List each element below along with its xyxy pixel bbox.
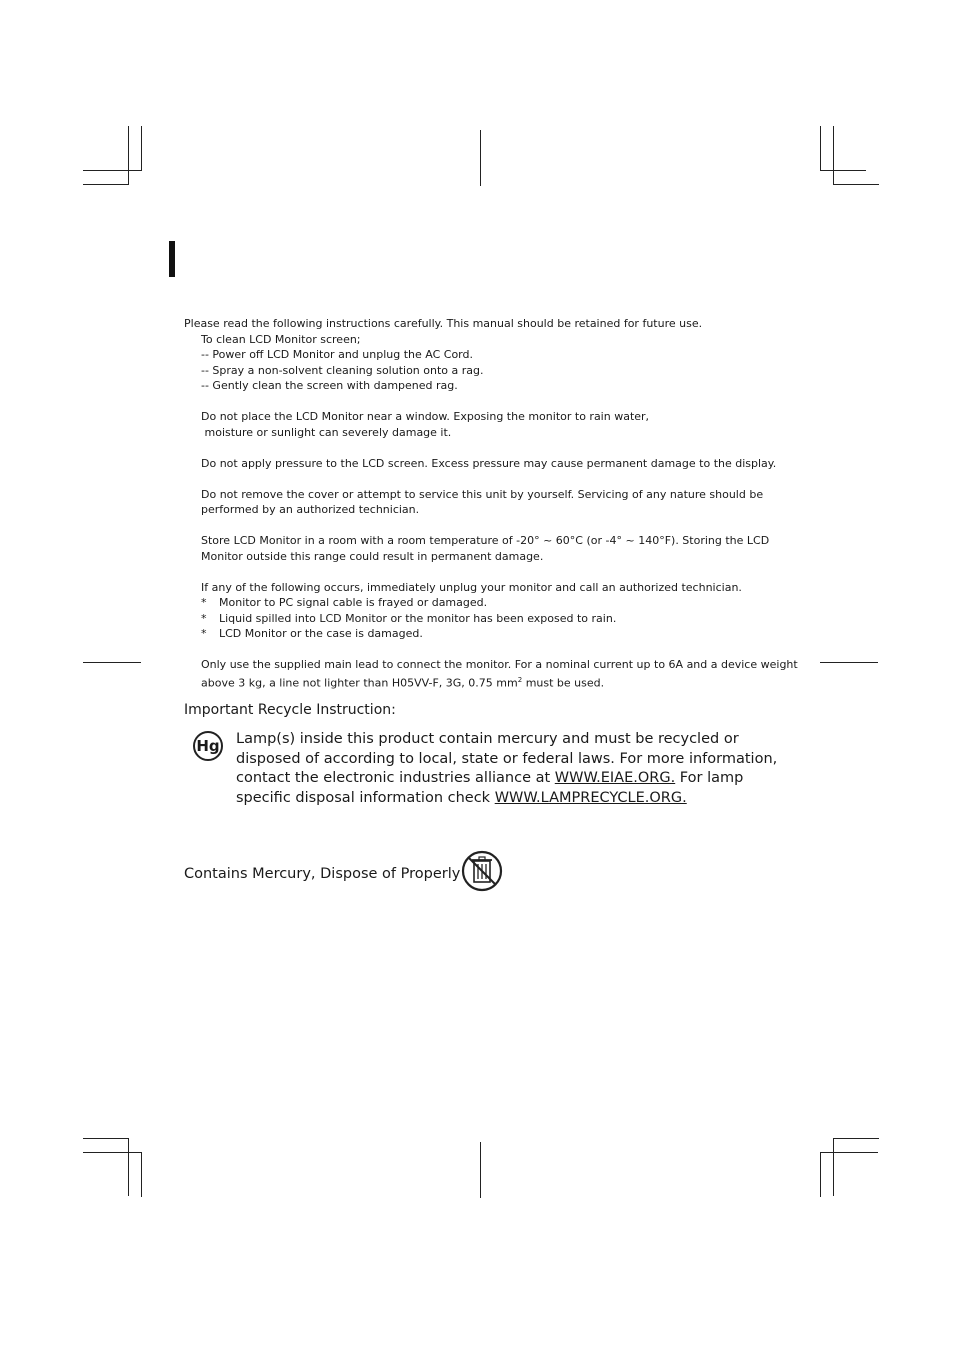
list-item-text: LCD Monitor or the case is damaged. [219, 627, 423, 640]
crop-mark [833, 1138, 834, 1196]
crop-mark [128, 1138, 129, 1196]
crossed-out-bin-icon [461, 850, 503, 896]
list-item [184, 626, 824, 642]
safety-instructions [184, 316, 824, 691]
bullet-symbol: * [201, 627, 207, 640]
mains-lead-note: Only use the supplied main lead to connect the monitor. For a nominal current up to 6A and a device weight [201, 658, 798, 671]
storage-warning: Store LCD Monitor in a room with a room temperature of -20° ~ 60°C (or -4° ~ 140°F). Storing the LCD [201, 534, 770, 547]
crop-mark [820, 126, 821, 171]
crop-mark [820, 170, 866, 171]
crop-mark [480, 1142, 481, 1198]
cover-warning: Do not remove the cover or attempt to service this unit by yourself. Servicing of any nature should be [201, 487, 764, 501]
hg-circle-icon: Hg [193, 731, 223, 761]
window-warning: Do not place the LCD Monitor near a window. Exposing the monitor to rain water, [201, 410, 650, 423]
crop-mark [480, 130, 481, 186]
crop-mark [141, 126, 142, 171]
crop-mark [833, 1138, 879, 1139]
crop-mark [83, 170, 141, 171]
crop-mark [83, 1138, 129, 1139]
intro-text: Please read the following instructions carefully. This manual should be retained for future use. [184, 317, 703, 330]
pressure-warning: Do not apply pressure to the LCD screen. Excess pressure may cause permanent damage to the display. [201, 456, 777, 470]
lamprecycle-link[interactable]: WWW.LAMPRECYCLE.ORG. [494, 789, 687, 806]
list-item-text: Liquid spilled into LCD Monitor or the monitor has been exposed to rain. [219, 611, 617, 625]
crop-mark [83, 662, 141, 663]
crop-mark [833, 184, 879, 185]
cleaning-heading: To clean LCD Monitor screen; [201, 332, 361, 346]
cleaning-step: -- Power off LCD Monitor and unplug the AC Cord. [201, 348, 473, 361]
bullet-symbol: * [201, 596, 207, 609]
crop-mark [83, 184, 129, 185]
eiae-link[interactable]: WWW.EIAE.ORG. [554, 770, 676, 786]
bullet-symbol: * [201, 611, 207, 625]
storage-warning: Monitor outside this range could result in permanent damage. [201, 549, 544, 563]
crop-mark [820, 662, 878, 663]
section-marker-bar [169, 241, 175, 277]
crop-mark [83, 1152, 141, 1153]
recycle-title: Important Recycle Instruction: [184, 702, 396, 718]
recycle-text: Lamp(s) inside this product contain mercury and must be recycled or disposed of according to local, state or federal laws. For more information, contact the electronic industries alliance at WWW.EIAE.ORG. For lamp specific disposal information check WWW.LAMPRECYCLE.ORG. [236, 731, 778, 806]
crop-mark [833, 126, 834, 184]
cover-warning: performed by an authorized technician. [201, 503, 420, 516]
window-warning: moisture or sunlight can severely damage it. [201, 425, 452, 439]
unplug-heading: If any of the following occurs, immediately unplug your monitor and call an authorized technician. [201, 580, 742, 594]
crop-mark [128, 126, 129, 184]
list-item-text: Monitor to PC signal cable is frayed or damaged. [219, 596, 488, 609]
cleaning-step: -- Gently clean the screen with dampened rag. [201, 379, 458, 392]
crop-mark [820, 1152, 878, 1153]
crop-mark [141, 1152, 142, 1197]
list-item [184, 595, 824, 611]
list-item [184, 611, 824, 627]
cleaning-step: -- Spray a non-solvent cleaning solution onto a rag. [201, 363, 484, 377]
mains-lead-note: above 3 kg, a line not lighter than H05VV-F, 3G, 0.75 $mm^2$ must be used. [201, 675, 605, 690]
mercury-notice: Contains Mercury, Dispose of Properly [184, 866, 461, 882]
crop-mark [820, 1152, 821, 1197]
